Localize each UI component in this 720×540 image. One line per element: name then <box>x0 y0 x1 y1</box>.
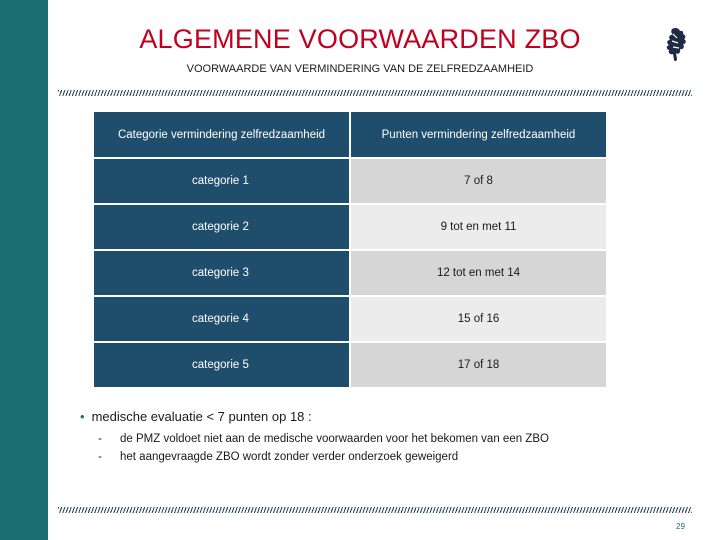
points-cell: 17 of 18 <box>350 342 606 387</box>
table-row <box>94 296 606 342</box>
category-cell: categorie 4 <box>94 296 350 342</box>
flemish-lion-logo-icon <box>664 26 690 64</box>
category-cell: categorie 2 <box>94 204 350 250</box>
category-cell: categorie 5 <box>94 342 350 387</box>
sub-list-item <box>98 451 458 463</box>
top-hatch-divider <box>58 90 692 96</box>
dash-marker: - <box>98 433 102 445</box>
table-header-row <box>94 112 606 158</box>
points-cell: 12 tot en met 14 <box>350 250 606 296</box>
dash-marker: - <box>98 451 102 463</box>
sub-item-text: het aangevraagde ZBO wordt zonder verder onderzoek geweigerd <box>120 451 459 463</box>
points-cell: 7 of 8 <box>350 158 606 204</box>
header-points: Punten vermindering zelfredzaamheid <box>350 112 606 158</box>
table-row <box>94 250 606 296</box>
slide-title: ALGEMENE VOORWAARDEN ZBO <box>139 24 581 54</box>
category-table <box>94 112 606 387</box>
points-cell: 15 of 16 <box>350 296 606 342</box>
header-category: Categorie vermindering zelfredzaamheid <box>94 112 350 158</box>
table-row <box>94 158 606 204</box>
bullet-marker: • <box>80 409 85 424</box>
side-accent-bar <box>0 0 48 540</box>
category-cell: categorie 3 <box>94 250 350 296</box>
sub-item-text: de PMZ voldoet niet aan de medische voorwaarden voor het bekomen van een ZBO <box>120 433 549 445</box>
bottom-hatch-divider <box>58 507 692 513</box>
points-cell: 9 tot en met 11 <box>350 204 606 250</box>
table-row <box>94 342 606 387</box>
category-cell: categorie 1 <box>94 158 350 204</box>
table-row <box>94 204 606 250</box>
slide-subtitle: VOORWAARDE VAN VERMINDERING VAN DE ZELFREDZAAMHEID <box>186 63 534 75</box>
sub-list-item <box>98 433 549 445</box>
page-number: 29 <box>676 522 685 531</box>
bullet-text: medische evaluatie < 7 punten op 18 : <box>91 409 312 424</box>
bullet-item <box>80 409 312 424</box>
